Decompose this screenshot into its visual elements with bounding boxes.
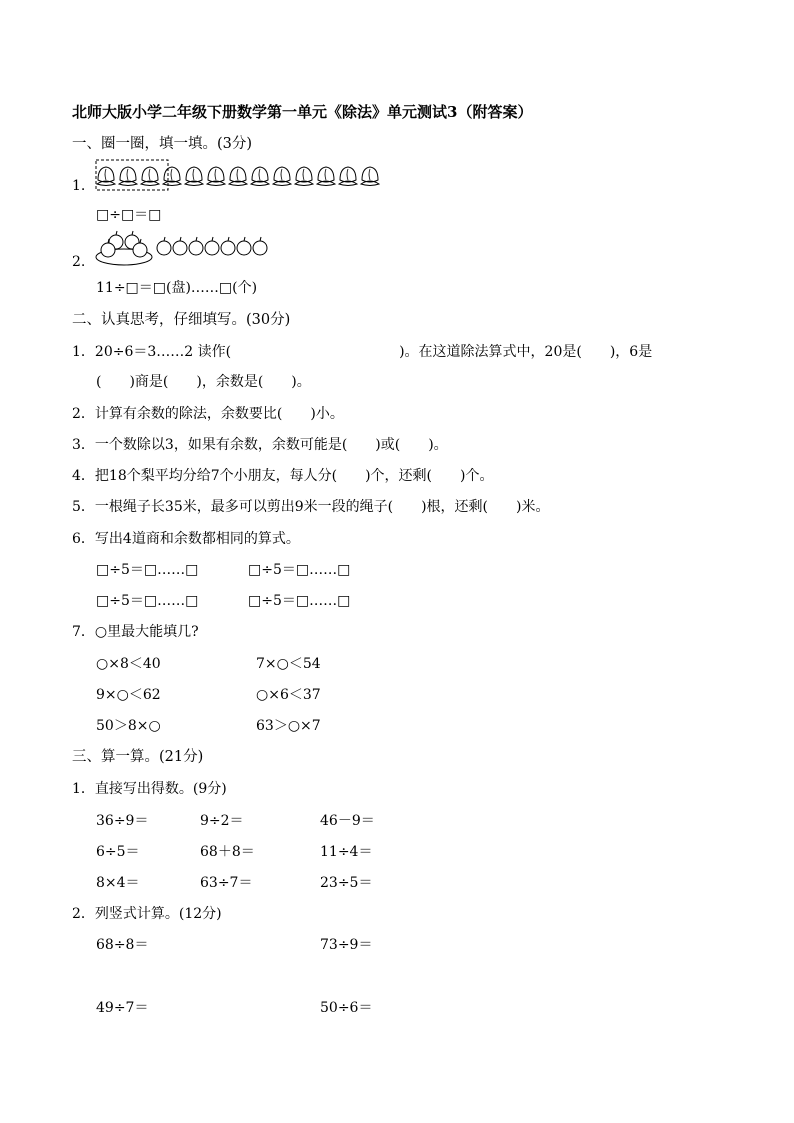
apple-icon xyxy=(237,237,251,255)
s3-p1-item-6: 11÷4＝ xyxy=(320,844,373,860)
s3-p1-item-3: 46－9＝ xyxy=(320,813,375,829)
s1-q2-number: 2. xyxy=(72,254,86,270)
peach-icon xyxy=(141,167,159,186)
s2-q1-line2: ( )商是( )，余数是( )。 xyxy=(96,374,311,390)
s2-q6-item-2: □÷5＝□……□ xyxy=(248,562,351,578)
s2-q6-item-3: □÷5＝□……□ xyxy=(96,593,199,609)
s3-p1-item-4: 6÷5＝ xyxy=(96,844,140,860)
section-2-heading: 二、认真思考，仔细填写。(30分) xyxy=(72,312,291,328)
s2-q7-item-6: 63＞○×7 xyxy=(256,718,321,734)
s3-p1-item-1: 36÷9＝ xyxy=(96,813,149,829)
s2-q6: 6．写出4道商和余数都相同的算式。 xyxy=(72,531,300,547)
apple-icon xyxy=(221,237,235,255)
section-3-heading: 三、算一算。(21分) xyxy=(72,749,204,765)
s2-q5: 5．一根绳子长35米，最多可以剪出9米一段的绳子( )根，还剩( )米。 xyxy=(72,499,550,515)
s2-q1-line1: 1．20÷6＝3……2 读作( )。在这道除法算式中，20是( )，6是 xyxy=(72,344,653,360)
peach-icon xyxy=(163,167,181,186)
s3-p2-item-1: 68÷8＝ xyxy=(96,937,149,953)
s2-q6-item-4: □÷5＝□……□ xyxy=(248,593,351,609)
apple-icon xyxy=(189,237,203,255)
s2-q2: 2．计算有余数的除法，余数要比( )小。 xyxy=(72,406,344,422)
s3-p1-item-2: 9÷2＝ xyxy=(200,813,244,829)
apple-icon xyxy=(205,237,219,255)
s3-p2-item-3: 49÷7＝ xyxy=(96,1000,149,1016)
s1-q1-formula: □÷□＝□ xyxy=(96,207,162,223)
s2-q7-item-3: 9×○＜62 xyxy=(96,687,161,703)
apple-row xyxy=(94,230,284,270)
s3-p2-item-4: 50÷6＝ xyxy=(320,1000,373,1016)
peach-icon xyxy=(229,167,247,186)
s1-q1-number: 1. xyxy=(72,178,86,194)
s2-q7-item-2: 7×○＜54 xyxy=(256,656,321,672)
peach-icon xyxy=(185,167,203,186)
s2-q7-item-4: ○×6＜37 xyxy=(256,687,321,703)
s3-p1-item-8: 63÷7＝ xyxy=(200,875,253,891)
peach-icon xyxy=(361,167,379,186)
s3-p1-item-5: 68＋8＝ xyxy=(200,844,255,860)
page-title: 北师大版小学二年级下册数学第一单元《除法》单元测试3（附答案） xyxy=(72,103,533,121)
s3-p2-item-2: 73÷9＝ xyxy=(320,937,373,953)
peach-icon xyxy=(97,167,115,186)
s3-p1-item-9: 23÷5＝ xyxy=(320,875,373,891)
apple-icon xyxy=(157,237,171,255)
peach-icon xyxy=(317,167,335,186)
peach-icon xyxy=(273,167,291,186)
s2-q7: 7．○里最大能填几? xyxy=(72,624,199,640)
s2-q4: 4．把18个梨平均分给7个小朋友，每人分( )个，还剩( )个。 xyxy=(72,468,494,484)
s3-part-1: 1．直接写出得数。(9分) xyxy=(72,781,227,797)
peach-icon xyxy=(295,167,313,186)
s2-q7-item-1: ○×8＜40 xyxy=(96,656,161,672)
peach-icon xyxy=(251,167,269,186)
s2-q6-item-1: □÷5＝□……□ xyxy=(96,562,199,578)
s2-q3: 3．一个数除以3，如果有余数，余数可能是( )或( )。 xyxy=(72,437,448,453)
peach-icon xyxy=(207,167,225,186)
apple-icon xyxy=(253,237,267,255)
s2-q7-item-5: 50＞8×○ xyxy=(96,718,161,734)
section-1-heading: 一、圈一圈，填一填。(3分) xyxy=(72,136,253,152)
peach-icon xyxy=(119,167,137,186)
peach-icon xyxy=(339,167,357,186)
peach-row xyxy=(94,158,394,192)
s1-q2-formula: 11÷□＝□(盘)……□(个) xyxy=(96,280,258,296)
s3-part-2: 2．列竖式计算。(12分) xyxy=(72,906,222,922)
s3-p1-item-7: 8×4＝ xyxy=(96,875,140,891)
apple-icon xyxy=(173,237,187,255)
